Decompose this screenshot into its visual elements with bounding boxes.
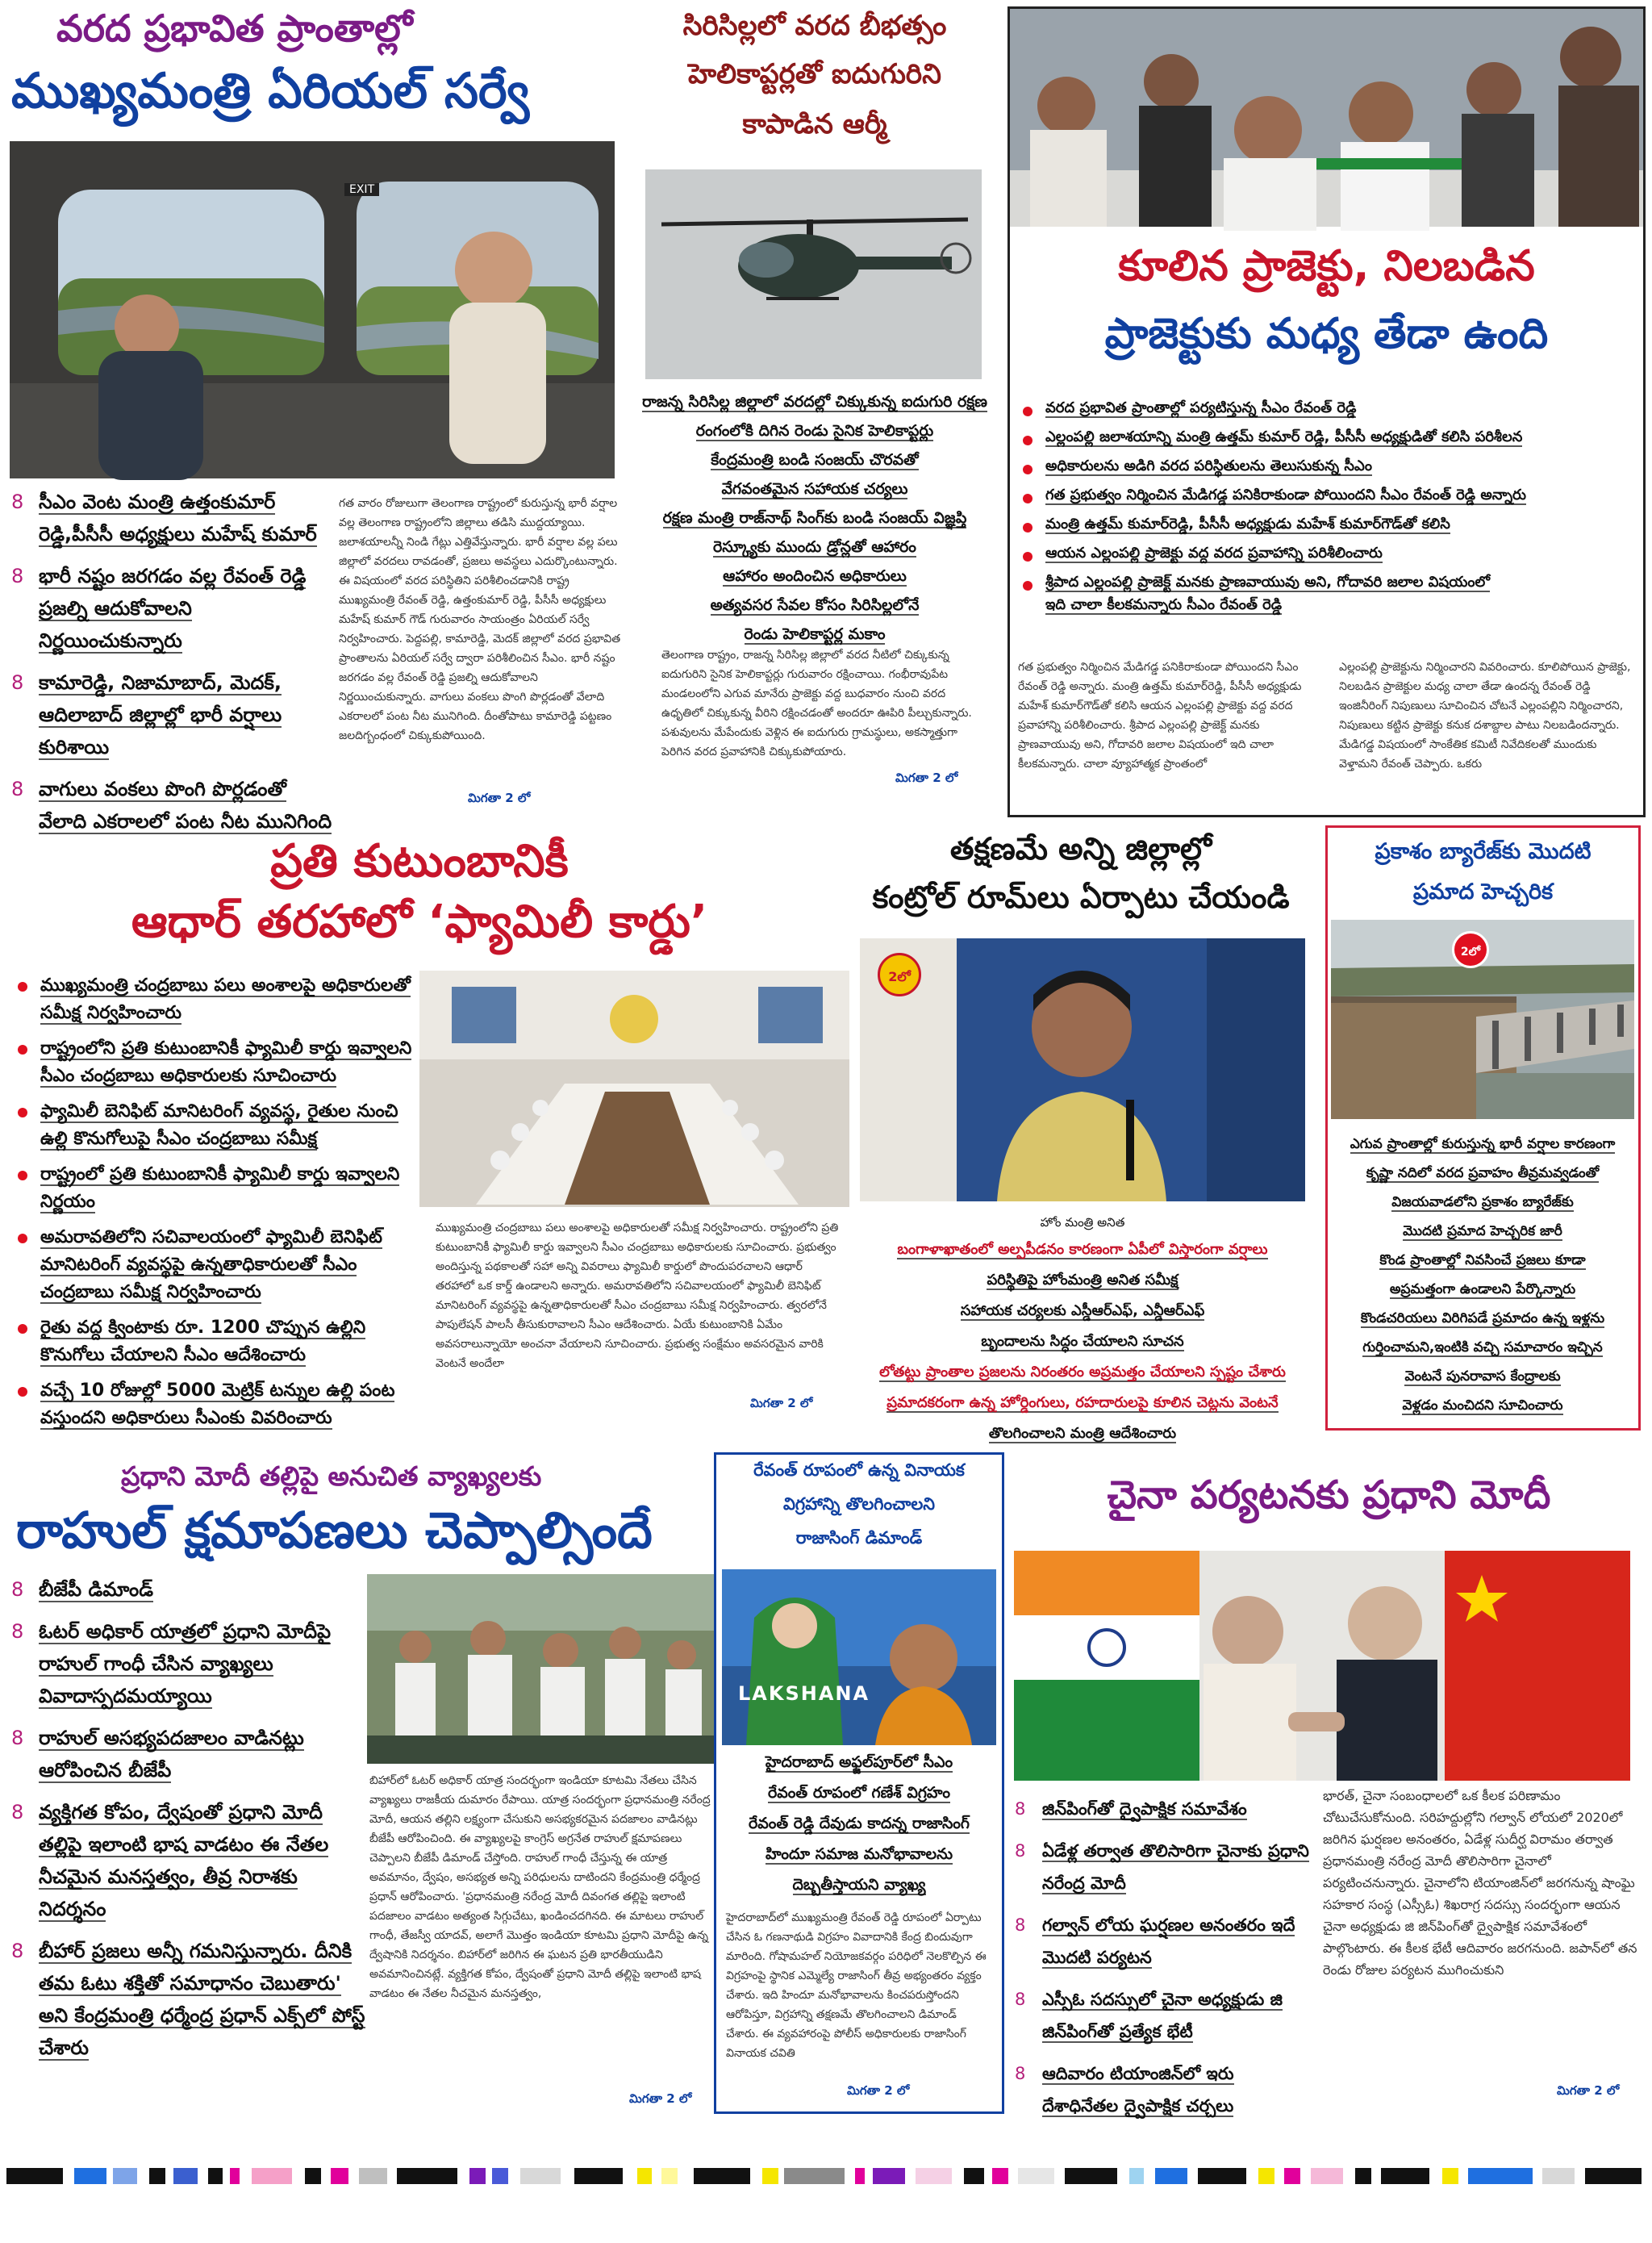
- project-title-line1: కూలిన ప్రాజెక్టు, నిలబడిన: [1118, 242, 1535, 290]
- list-item: 8 ఆదివారం టియాంజిన్‌లో ఇరు దేశాధినేతల ద్వైపాక్షిక చర్చలు: [1015, 2064, 1234, 2116]
- rahul-title-line2: రాహుల్ క్షమాపణలు చెప్పాల్సిందే: [16, 1501, 653, 1560]
- color-swatch: [252, 2168, 292, 2184]
- list-item: బృందాలను సిద్ధం చేయాలని సూచన: [981, 1333, 1184, 1350]
- color-swatch: [762, 2168, 778, 2184]
- barrage-photo: [1331, 920, 1634, 1119]
- list-item: 8 కామారెడ్డి, నిజామాబాద్, మెదక్, ఆదిలాబాద్ జిల్లాల్లో భారీ వర్షాలు కురిశాయి: [11, 671, 282, 758]
- list-item: గుర్తించామని,ఇంటికి వచ్చి సమాచారం ఇచ్చిన: [1362, 1339, 1603, 1355]
- list-item: బంగాళాఖాతంలో అల్పపీడనం కారణంగా ఏపీలో విస్తారంగా వర్షాలు: [897, 1241, 1268, 1258]
- flood-title-line2: ముఖ్యమంత్రి ఏరియల్ సర్వే: [11, 63, 530, 119]
- barrage-points: [1331, 1130, 1634, 1420]
- list-item: కొండచరియలు విరిగిపడే ప్రమాదం ఉన్న ఇళ్లను: [1360, 1310, 1605, 1326]
- list-item: అధికారులను అడిగి వరద పరిస్థితులను తెలుసుకున్న సీఎం: [1018, 455, 1639, 478]
- list-item: రేవంత్ రూపంలో గణేశ్ విగ్రహం: [768, 1784, 950, 1802]
- color-swatch: [1284, 2168, 1300, 2184]
- list-item: 8 జిన్‌పింగ్‌తో ద్వైపాక్షిక సమావేశం: [1015, 1799, 1247, 1819]
- list-item: ఫ్యామిలీ బెనిఫిట్ మానిటరింగ్ వ్యవస్థ, రైతుల నుంచి ఉల్లి కొనుగోలుపై సీఎం చంద్రబాబు సమీక్ష: [13, 1098, 416, 1153]
- review-meeting-photo: [419, 971, 849, 1207]
- color-swatch: [1129, 2168, 1144, 2184]
- list-item: వరద ప్రభావిత ప్రాంతాల్లో పర్యటిస్తున్న సీఎం రేవంత్ రెడ్డి: [1018, 397, 1639, 420]
- ganesh-continued[interactable]: మిగతా 2 లో: [847, 2083, 910, 2098]
- color-swatch: [331, 2168, 348, 2184]
- color-swatch: [149, 2168, 165, 2184]
- color-swatch: [397, 2168, 457, 2184]
- list-item: కృష్ణా నదిలో వరద ప్రవాహం తీవ్రమవ్వడంతో: [1366, 1165, 1600, 1181]
- list-item: 8 గల్వాన్ లోయ ఘర్షణల అనంతరం ఇదే మొదటి పర్యటన: [1015, 1915, 1295, 1967]
- color-swatch: [6, 2168, 63, 2184]
- list-item: రెస్క్యూకు ముందు డ్రోన్లతో ఆహారం: [713, 538, 916, 556]
- list-item: కొండ ప్రాంతాల్లో నివసించే ప్రజలు కూడా: [1379, 1252, 1586, 1268]
- list-item: ఎగువ ప్రాంతాల్లో కురుస్తున్న భారీ వర్షాల కారణంగా: [1350, 1136, 1616, 1152]
- color-swatch: [1381, 2168, 1429, 2184]
- color-swatch: [1355, 2168, 1371, 2184]
- color-swatch: [784, 2168, 845, 2184]
- color-swatch: [661, 2168, 678, 2184]
- army-title-line2: హెలికాప్టర్లతో ఐదుగురిని: [688, 58, 941, 90]
- army-title-line1: సిరిసిల్లలో వరద బీభత్సం: [682, 10, 947, 42]
- list-item: ముఖ్యమంత్రి చంద్రబాబు పలు అంశాలపై అధికారులతో సమీక్ష నిర్వహించారు: [13, 972, 416, 1027]
- project-title-line2: ప్రాజెక్టుకు మధ్య తేడా ఉంది: [1104, 310, 1549, 358]
- list-item: ఆయన ఎల్లంపల్లి ప్రాజెక్టు వద్ద వరద ప్రవాహాన్ని పరిశీలించారు: [1018, 542, 1639, 565]
- color-swatch: [492, 2168, 508, 2184]
- list-item: వేగవంతమైన సహాయక చర్యలు: [721, 480, 908, 498]
- color-swatch: [305, 2168, 321, 2184]
- list-item: హిందూ సమాజ మనోభావాలను: [765, 1845, 953, 1863]
- list-item: ఆహారం అందించిన అధికారులు: [723, 567, 907, 585]
- ganesh-idol-photo: [722, 1569, 996, 1745]
- rahul-title-line1: ప్రధాని మోదీ తల్లిపై అనుచిత వ్యాఖ్యలకు: [121, 1460, 542, 1492]
- family-title-line1: ప్రతి కుటుంబానికీ: [270, 835, 569, 888]
- list-item: పరిస్థితిపై హోంమంత్రి అనిత సమీక్ష: [987, 1272, 1179, 1289]
- list-item: 8 ఏడేళ్ల తర్వాత తొలిసారిగా చైనాకు ప్రధాని నరేంద్ర మోదీ: [1015, 1841, 1309, 1893]
- list-item: హైదరాబాద్ అఫ్జల్‌పూర్‌లో సీఎం: [765, 1753, 953, 1771]
- list-item: ప్రమాదకరంగా ఉన్న హోర్డింగులు, రహదారులపై కూలిన చెట్లను వెంటనే: [886, 1394, 1279, 1411]
- rahul-yatra-photo: [367, 1574, 714, 1764]
- list-item: 8 బీజేపీ డిమాండ్: [11, 1578, 153, 1601]
- helicopter-interior-photo: [10, 141, 615, 478]
- list-item: కేంద్రమంత్రి బండి సంజయ్ చొరవతో: [711, 451, 919, 469]
- color-swatch: [1198, 2168, 1246, 2184]
- list-item: 8 సీఎం వెంట మంత్రి ఉత్తంకుమార్ రెడ్డి,పీసీసీ అధ్యక్షులు మహేష్ కుమార్: [11, 491, 317, 545]
- list-item: 8 భారీ నష్టం జరగడం వల్ల రేవంత్ రెడ్డి ప్రజల్ని ఆదుకోవాలని నిర్ణయించుకున్నారు: [11, 565, 307, 652]
- ganesh-title-line1: రేవంత్ రూపంలో ఉన్న వినాయక: [753, 1460, 965, 1480]
- list-item: గత ప్రభుత్వం నిర్మించిన మేడిగడ్డ పనికిరాకుండా పోయిందని సీఎం రేవంత్ రెడ్డి అన్నారు: [1018, 484, 1639, 507]
- army-points: [631, 387, 999, 649]
- color-swatch: [74, 2168, 106, 2184]
- army-helicopter-photo: [645, 169, 982, 379]
- army-body-text: తెలంగాణ రాష్ట్రం, రాజన్న సిరిసిల్ల జిల్లాలో వరద నీటిలో చిక్కుకున్న ఐదుగురిని సైనిక హెలికాప్టర్లు గురువారం రక్షించాయి. గంభీరావుపేట మండలంలోని ఎగువ మానేరు ప్రాజెక్టు వద్ద బుధవారం నుంచి వరద ఉధృతిలో చిక్కుకున్న వీరిని రక్షించడంతో అందరూ ఊపిరి పీల్చుకున్నారు. పశువులను మేపేందుకు వెళ్లిన ఈ ఐదుగురు గ్రామస్థులు, అకస్మాత్తుగా పెరిగిన వరద ప్రవాహానికి చిక్కుకుపోయారు.: [661, 649, 976, 758]
- color-swatch: [1311, 2168, 1343, 2184]
- flood-title-line1: వరద ప్రభావిత ప్రాంతాల్లో: [56, 6, 413, 50]
- list-item: రంగంలోకి దిగిన రెండు సైనిక హెలికాప్టర్లు: [695, 422, 934, 440]
- rahul-body-text: బిహార్‌లో ఓటర్ అధికార్ యాత్ర సందర్భంగా ఇండియా కూటమి నేతలు చేసిన వ్యాఖ్యలు రాజకీయ దుమారం రేపాయి. యాత్ర సందర్భంగా ప్రధానమంత్రి నరేంద్ర మోదీ, ఆయన తల్లిని లక్ష్యంగా చేసుకుని అసభ్యకరమైన పదజాలం వాడినట్లు బీజేపీ ఆరోపించింది. ఈ వ్యాఖ్యలపై కాంగ్రెస్ అగ్రనేత రాహుల్ క్షమాపణలు చెప్పాలని బీజేపీ డిమాండ్ చేస్తోంది. రాహుల్ గాంధీ చేస్తున్న ఈ యాత్ర అవమానం, ద్వేషం, అసభ్యత అన్ని పరిధులను దాటిందని కేంద్రమంత్రి ధర్మేంద్ర ప్రధాన్ ఆరోపించారు. 'ప్రధానమంత్రి నరేంద్ర మోదీ దివంగత తల్లిపై ఇలాంటి పదజాలం వాడటం అత్యంత సిగ్గుచేటు, ఖండించదగినది. ఈ మాటలు రాహుల్ గాంధీ, తేజస్వీ యాదవ్, అలాగే మొత్తం ఇండియా కూటమి ప్రధాని మోదీపై ఉన్న ద్వేషానికి నిదర్శనం. బిహార్‌లో జరిగిన ఈ ఘటన ప్రతి భారతీయుడిని అవమానించినట్లే. వ్యక్తిగత కోపం, ద్వేషంతో ప్రధాని మోదీ తల్లిపై ఇలాంటి భాష వాడటం ఈ నేతల నీచమైన మనస్తత్వం,: [369, 1774, 715, 2000]
- list-item: వెంటనే పునరావాస కేంద్రాలకు: [1404, 1368, 1561, 1385]
- exit-sign: EXIT: [344, 183, 379, 196]
- list-item: మంత్రి ఉత్తమ్ కుమార్‌రెడ్డి, పీసీసీ అధ్యక్షుడు మహేశ్ కుమార్‌గౌడ్‌తో కలిసి: [1018, 513, 1639, 536]
- color-swatch: [1065, 2168, 1117, 2184]
- list-item: 8 ఓటర్ అధికార్ యాత్రలో ప్రధాని మోదీపై రాహుల్ గాంధీ చేసిన వ్యాఖ్యలు వివాదాస్పదమయ్యాయి: [11, 1620, 332, 1707]
- ganesh-points: [716, 1747, 1002, 1900]
- list-item: మొదటి ప్రమాద హెచ్చరిక జారీ: [1403, 1223, 1562, 1239]
- control-title-line1: తక్షణమే అన్ని జిల్లాల్లో: [949, 831, 1212, 867]
- list-item: సహాయక చర్యలకు ఎస్డీఆర్ఎఫ్, ఎన్డీఆర్ఎఫ్: [960, 1302, 1205, 1319]
- family-bullets: [13, 972, 416, 1440]
- army-title-line3: కాపాడిన ఆర్మీ: [742, 108, 887, 140]
- list-item: విజయవాడలోని ప్రకాశం బ్యారేజ్‌కు: [1391, 1194, 1574, 1210]
- list-item: 8 వ్యక్తిగత కోపం, ద్వేషంతో ప్రధాని మోదీ తల్లిపై ఇలాంటి భాష వాడటం ఈ నేతల నీచమైన మనస్తత్వం, తీవ్ర నిరాశకు నిదర్శనం: [11, 1801, 329, 1920]
- color-swatch: [1442, 2168, 1458, 2184]
- list-item: రాష్ట్రంలో ప్రతి కుటుంబానికీ ఫ్యామిలీ కార్డు ఇవ్వాలని నిర్ణయం: [13, 1161, 416, 1216]
- color-swatch: [469, 2168, 486, 2184]
- list-item: రేవంత్ రెడ్డి దేవుడు కాదన్న రాజాసింగ్: [749, 1815, 970, 1832]
- list-item: 8 ఎస్సీఓ సదస్సులో చైనా అధ్యక్షుడు జి జిన్‌పింగ్‌తో ప్రత్యేక భేటీ: [1015, 1990, 1283, 2041]
- project-body-left: గత ప్రభుత్వం నిర్మించిన మేడిగడ్డ పనికిరాకుండా పోయిందని సీఎం రేవంత్ రెడ్డి అన్నారు. మంత్రి ఉత్తమ్ కుమార్‌రెడ్డి, పీసీసీ అధ్యక్షుడు మహేశ్ కుమార్‌గౌడ్‌తో కలిసి ఆయన ఎల్లంపల్లి ప్రాజెక్టు వద్ద వరద ప్రవాహాన్ని పరిశీలించారు. శ్రీపాద ఎల్లంపల్లి ప్రాజెక్ట్ మనకు ప్రాణవాయువు అని, గోదావరి జలాల విషయంలో ఇది చాలా కీలకమన్నారు. చాలా వ్యూహాత్మక ప్రాంతంలో: [1018, 661, 1305, 771]
- control-points: [860, 1210, 1305, 1449]
- list-item: లోతట్టు ప్రాంతాల ప్రజలను నిరంతరం అప్రమత్తం చేయాలని స్పష్టం చేశారు: [879, 1364, 1286, 1380]
- barrage-title-line1: ప్రకాశం బ్యారేజ్‌కు మొదటి: [1375, 839, 1592, 864]
- army-continued[interactable]: మిగతా 2 లో: [895, 771, 958, 785]
- color-swatch: [1542, 2168, 1575, 2184]
- list-item: హోం మంత్రి అనిత: [1040, 1215, 1125, 1230]
- rahul-continued[interactable]: మిగతా 2 లో: [629, 2091, 692, 2106]
- color-swatch: [173, 2168, 198, 2184]
- modi-xi-photo: [1014, 1551, 1630, 1781]
- flood-continued[interactable]: మిగతా 2 లో: [468, 791, 531, 805]
- project-body-right: ఎల్లంపల్లి ప్రాజెక్టును నిర్మించారని వివరించారు. కూలిపోయిన ప్రాజెక్టు, నిలబడిన ప్రాజెక్టుల మధ్య చాలా తేడా ఉందన్న రేవంత్ రెడ్డి ఇంజినీరింగ్ నిపుణులు సూచించిన చోటనే ఎల్లంపల్లిని నిర్మించారని, నిపుణులు కట్టిన ప్రాజెక్టు కనుక దశాబ్దాల పాటు నిలబడిందన్నారు. మేడిగడ్డ విషయంలో సాంకేతిక కమిటీ నివేదికలతో ముందుకు వెళ్తామని రేవంత్ చెప్పారు. ఒకరు: [1339, 661, 1634, 771]
- china-title: చైనా పర్యటనకు ప్రధాని మోదీ: [1107, 1472, 1551, 1518]
- list-item: అప్రమత్తంగా ఉండాలని పేర్కొన్నారు: [1389, 1281, 1576, 1297]
- color-swatch: [855, 2168, 865, 2184]
- color-swatch: [574, 2168, 623, 2184]
- list-item: 8 వాగులు వంకలు పొంగి పొర్లడంతో వేలాది ఎకరాలలో పంట నీట మునిగింది: [11, 778, 332, 833]
- list-item: రాజన్న సిరిసిల్ల జిల్లాలో వరదల్లో చిక్కుకున్న ఐదుగురి రక్షణ: [642, 393, 987, 411]
- color-swatch: [1468, 2168, 1533, 2184]
- list-item: దెబ్బతీస్తాయని వ్యాఖ్య: [792, 1876, 926, 1894]
- color-swatch: [113, 2168, 137, 2184]
- control-title-line2: కంట్రోల్ రూమ్‌లు ఏర్పాటు చేయండి: [872, 879, 1290, 915]
- china-body-text: భారత్, చైనా సంబంధాలలో ఒక కీలక పరిణామం చోటుచేసుకోనుంది. సరిహద్దుల్లోని గల్వాన్ లోయలో 2020లో జరిగిన ఘర్షణల అనంతరం, ఏడేళ్ల సుదీర్ఘ విరామం తర్వాత ప్రధానమంత్రి నరేంద్ర మోదీ తొలిసారిగా చైనాలో పర్యటించనున్నారు. చైనాలోని టియాంజిన్‌లో జరగనున్న షాంఘై సహకార సంస్థ (ఎస్సీఓ) శిఖరాగ్ర సదస్సు సందర్భంగా ఆయన చైనా అధ్యక్షుడు జి జిన్‌పింగ్‌తో ద్వైపాక్షిక సమావేశంలో పాల్గొంటారు. ఈ కీలక భేటీ ఆదివారం జరగనుంది. జపాన్‌లో తన రెండు రోజుల పర్యటన ముగించుకుని: [1323, 1788, 1642, 1978]
- color-swatch: [1258, 2168, 1274, 2184]
- list-item: వచ్చే 10 రోజుల్లో 5000 మెట్రిక్ టన్నుల ఉల్లి పంట వస్తుందని అధికారులు సీఎంకు వివరించారు: [13, 1377, 416, 1432]
- family-body-text: ముఖ్యమంత్రి చంద్రబాబు పలు అంశాలపై అధికారులతో సమీక్ష నిర్వహించారు. రాష్ట్రంలోని ప్రతి కుటుంబానికీ ఫ్యామిలీ కార్డు ఇవ్వాలని సీఎం చంద్రబాబు అధికారులకు సూచించారు. ప్రభుత్వం అందిస్తున్న పథకాలతో సహా అన్ని వివరాలు ఫ్యామిలీ కార్డులో పొందుపరచాలని ఆధార్ తరహాలో ఒక కార్డ్ ఉండాలని అన్నారు. అమరావతిలోని సచివాలయంలో ఫ్యామిలీ బెనిఫిట్ మానిటరింగ్ వ్యవస్థపై ఉన్నతాధికారులతో సీఎం చంద్రబాబు సమీక్ష నిర్వహించారు. త్వరలోనే పాపులేషన్ పాలసీ తీసుకురావాలని సీఎం ఆదేశించారు. ఏయే కుటుంబానికి ఏమేం అవసరాలున్నాయో అంచనా వేయాలని సూచించారు. ప్రభుత్వ సంక్షేమం అవసరమైన వారికి వెంటనే అందేలా: [436, 1222, 842, 1370]
- list-item: అమరావతిలోని సచివాలయంలో ఫ్యామిలీ బెనిఫిట్ మానిటరింగ్ వ్యవస్థపై ఉన్నతాధికారులతో సీఎం చంద్రబాబు సమీక్ష నిర్వహించారు: [13, 1224, 416, 1306]
- color-swatch: [208, 2168, 223, 2184]
- flood-bullet-list: [11, 486, 334, 847]
- color-swatch: [637, 2168, 652, 2184]
- color-swatch: [992, 2168, 1008, 2184]
- control-badge: 2లో: [878, 953, 921, 996]
- list-item: శ్రీపాద ఎల్లంపల్లి ప్రాజెక్ట్ మనకు ప్రాణవాయువు అని, గోదావరి జలాల విషయంలో: [1018, 571, 1639, 594]
- color-swatch: [1585, 2168, 1642, 2184]
- color-swatch: [230, 2168, 240, 2184]
- color-swatch: [873, 2168, 905, 2184]
- cm-inspection-photo: [1010, 9, 1643, 227]
- home-minister-photo: [860, 938, 1305, 1201]
- list-item: రాష్ట్రంలోని ప్రతి కుటుంబానికీ ఫ్యామిలీ కార్డు ఇవ్వాలని సీఎం చంద్రబాబు అధికారులకు సూచించారు: [13, 1035, 416, 1090]
- list-item: తొలగించాలని మంత్రి ఆదేశించారు: [988, 1425, 1177, 1442]
- list-item: రక్షణ మంత్రి రాజ్‌నాథ్ సింగ్‌కు బండి సంజయ్ విజ్ఞప్తి: [662, 509, 967, 527]
- ganesh-title-line2: విగ్రహాన్ని తొలగించాలని: [783, 1494, 935, 1514]
- rahul-bullet-list: [11, 1573, 366, 2074]
- banner-text: LAKSHANA: [738, 1682, 870, 1705]
- list-item: 8 బీహార్ ప్రజలు అన్నీ గమనిస్తున్నారు. దీనికి తమ ఓటు శక్తితో సమాధానం చెబుతారు' అని కేంద్రమంత్రి ధర్మేంద్ర ప్రధాన్ ఎక్స్‌లో పోస్ట్ చేశారు: [11, 1940, 365, 2059]
- ganesh-body-text: హైదరాబాద్‌లో ముఖ్యమంత్రి రేవంత్ రెడ్డి రూపంలో ఏర్పాటు చేసిన ఓ గణనాథుడి విగ్రహం వివాదానికి కేంద్ర బిందువుగా మారింది. గోషామహల్ నియోజకవర్గం పరిధిలో నెలకొల్పిన ఈ విగ్రహంపై స్థానిక ఎమ్మెల్యే రాజాసింగ్ తీవ్ర అభ్యంతరం వ్యక్తం చేశారు. ఇది హిందూ మనోభావాలను కించపరుస్తోందని ఆరోపిస్తూ, విగ్రహాన్ని తక్షణమే తొలగించాలని డిమాండ్ చేశారు. ఈ వ్యవహారంపై పోలీస్ అధికారులకు రాజాసింగ్ వినాయక చవితి: [726, 1911, 991, 2060]
- flood-body-text: గత వారం రోజులుగా తెలంగాణ రాష్ట్రంలో కురుస్తున్న భారీ వర్షాల వల్ల తెలంగాణ రాష్ట్రంలోని జిల్లాలు తడిసి ముద్దయ్యాయి. జలాశయాలన్నీ నిండి గేట్లు ఎత్తివేస్తున్నారు. భారీ వర్షాల వల్ల పలు జిల్లాలో వరదలు రావడంతో, ప్రజలు అవస్థలు ఎదుర్కొంటున్నారు. ఈ విషయంలో వరద పరిస్థితిని పరిశీలించడానికి రాష్ట్ర ముఖ్యమంత్రి రేవంత్ రెడ్డి, ఉత్తంకుమార్ రెడ్డి, పీసీసీ అధ్యక్షులు మహేష్ కుమార్ గౌడ్ గురువారం సాయంత్రం ఏరియల్ సర్వే నిర్వహించారు. పెద్దపల్లి, కామారెడ్డి, మెదక్ జిల్లాలో వరద ప్రభావిత ప్రాంతాలను ఏరియల్ సర్వే ద్వారా పరిశీలించిన సీఎం. భారీ నష్టం జరగడం వల్ల రేవంత్ రెడ్డి ప్రజల్ని ఆదుకోవాలని నిర్ణయించుకున్నారు. వాగులు వంకలు పొంగి పొర్లడంతో వేలాది ఎకరాలలో పంట నీట మునిగింది. దీంతోపాటు కామారెడ్డి పట్టణం జలదిగ్బంధంలో చిక్కుకుపోయింది.: [339, 497, 624, 742]
- ganesh-title-line3: రాజాసింగ్ డిమాండ్: [795, 1528, 923, 1548]
- china-continued[interactable]: మిగతా 2 లో: [1557, 2083, 1620, 2098]
- barrage-badge: 2లో: [1452, 931, 1489, 968]
- barrage-title-line2: ప్రమాద హెచ్చరిక: [1412, 879, 1554, 904]
- family-continued[interactable]: మిగతా 2 లో: [750, 1396, 813, 1410]
- color-swatch: [964, 2168, 984, 2184]
- list-item: 8 రాహుల్ అసభ్యపదజాలం వాడినట్లు ఆరోపించిన బీజేపీ: [11, 1727, 304, 1781]
- color-swatch: [916, 2168, 952, 2184]
- list-item: వెళ్లడం మంచిదని సూచించారు: [1402, 1397, 1563, 1414]
- color-swatch: [1155, 2168, 1187, 2184]
- list-item: రెండు హెలికాప్టర్ల మకాం: [744, 625, 886, 643]
- china-bullet-list: [1015, 1793, 1313, 2132]
- color-swatch: [359, 2168, 387, 2184]
- color-swatch: [694, 2168, 750, 2184]
- color-swatch: [1018, 2168, 1054, 2184]
- color-swatch: [520, 2168, 561, 2184]
- list-item: అత్యవసర సేవల కోసం సిరిసిల్లలోనే: [710, 596, 920, 614]
- project-bullets: [1018, 397, 1639, 623]
- list-item: ఎల్లంపల్లి జలాశయాన్ని మంత్రి ఉత్తమ్ కుమార్ రెడ్డి, పీసీసీ అధ్యక్షుడితో కలిసి పరిశీలన: [1018, 426, 1639, 449]
- list-item: రైతు వద్ద క్వింటాకు రూ. 1200 చొప్పున ఉల్లిని కొనుగోలు చేయాలని సీఎం ఆదేశించారు: [13, 1314, 416, 1369]
- family-title-line2: ఆధార్ తరహాలో ‘ఫ్యామిలీ కార్డు’: [131, 896, 708, 948]
- list-item: ఇది చాలా కీలకమన్నారు సీఎం రేవంత్ రెడ్డి: [1045, 596, 1283, 613]
